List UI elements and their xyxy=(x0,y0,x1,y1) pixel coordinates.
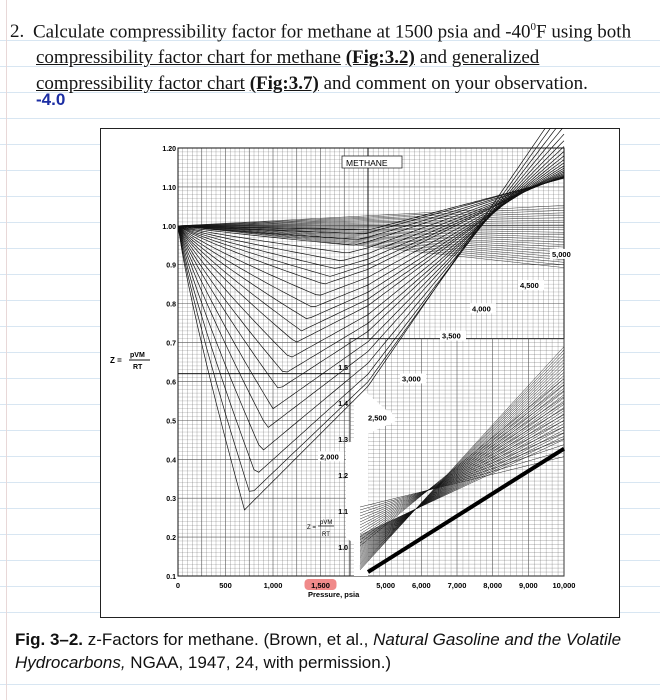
question-number: 2. xyxy=(10,21,25,43)
fig-3-7-ref[interactable]: (Fig:3.7) xyxy=(249,73,319,95)
y-tick-label: 0.7 xyxy=(166,340,176,348)
and-text: and xyxy=(419,47,447,69)
y-tick-label: 0.8 xyxy=(166,301,176,309)
y-tick-label: 1.20 xyxy=(162,146,176,153)
y-label-denominator: RT xyxy=(133,364,143,371)
y-label-lhs: Z = xyxy=(110,356,122,365)
pressure-label: 4,500 xyxy=(520,281,539,291)
x-axis-ticks xyxy=(176,579,576,590)
isotherm-line xyxy=(178,213,564,226)
isotherm-curve xyxy=(178,166,564,319)
generalized-chart-link[interactable]: compressibility factor chart xyxy=(36,73,245,95)
inset-z-denominator: RT xyxy=(322,532,330,538)
isotherm-line xyxy=(178,205,564,225)
x-tick-label: 0 xyxy=(175,581,181,590)
x-tick-label: 7,000 xyxy=(447,581,467,590)
inset-tick-label: 1.3 xyxy=(338,437,348,444)
isotherm-curve xyxy=(178,156,564,357)
question-unit: F using both xyxy=(536,21,632,43)
fig-3-2-ref[interactable]: (Fig:3.2) xyxy=(345,47,415,69)
x-tick-label: 9,000 xyxy=(518,581,538,590)
pressure-label: 2,000 xyxy=(320,452,339,462)
x-tick-label: 1,500 xyxy=(311,581,330,590)
degree-superscript: 0 xyxy=(530,21,537,33)
caption-rest: NGAA, 1947, 24, with permission.) xyxy=(130,653,392,672)
z-factor-figure xyxy=(100,128,620,618)
pressure-label: 2,500 xyxy=(368,413,387,423)
y-tick-label: 0.3 xyxy=(166,496,176,504)
question-text xyxy=(10,14,640,97)
x-tick-label: 6,000 xyxy=(411,581,431,590)
x-tick-label: 5,000 xyxy=(376,581,396,590)
inset-tick-label: 1.1 xyxy=(338,509,348,516)
isotherm-curve xyxy=(178,177,564,245)
y-tick-label: 0.4 xyxy=(166,457,176,465)
caption-title: Natural Gasoline and the Volatile Hydrocarbons, xyxy=(15,630,622,672)
generalized-link-a[interactable]: generalized xyxy=(451,47,540,69)
figure-caption xyxy=(15,628,645,674)
question-text-end: and comment on your observation. xyxy=(323,73,588,95)
isotherm-line xyxy=(178,226,564,242)
pressure-label: 3,000 xyxy=(402,374,421,384)
inset-z-lhs: Z = xyxy=(307,525,316,531)
caption-text: z-Factors for methane. (Brown, et al., xyxy=(87,630,369,649)
inset-z-numerator: pVM xyxy=(320,520,333,526)
pressure-label: 3,500 xyxy=(442,331,461,341)
isotherm-line xyxy=(178,226,564,245)
caption-label: Fig. 3–2. xyxy=(15,630,84,649)
y-tick-label: 0.1 xyxy=(166,574,176,581)
grid-high-pressure xyxy=(346,339,564,576)
y-tick-label: 0.5 xyxy=(166,418,176,426)
x-tick-label: 1,000 xyxy=(263,581,283,590)
answer-value: -4.0 xyxy=(36,90,66,109)
x-tick-label: 10,000 xyxy=(552,581,576,590)
y-axis-ticks xyxy=(162,146,176,581)
x-tick-label: 8,000 xyxy=(483,581,503,590)
pressure-label: 5,000 xyxy=(552,249,571,259)
methane-z-chart xyxy=(100,128,620,618)
inset-tick-label: 1.2 xyxy=(338,473,348,480)
y-label-numerator: pVM xyxy=(130,352,145,359)
y-tick-label: 0.6 xyxy=(166,379,176,387)
x-axis-label: Pressure, psia xyxy=(308,590,360,599)
isotherm-line xyxy=(178,226,564,260)
y-tick-label: 0.9 xyxy=(166,262,176,270)
y-tick-label: 0.2 xyxy=(166,535,176,543)
inset-tick-label: 1.0 xyxy=(338,545,348,552)
x-tick-label: 500 xyxy=(219,581,232,590)
chart-title: METHANE xyxy=(346,158,388,168)
methane-chart-link[interactable]: compressibility factor chart for methane xyxy=(36,47,341,69)
question-text-start: Calculate compressibility factor for methane at 1500 psia and -40 xyxy=(33,21,531,43)
isotherm-line xyxy=(178,218,564,226)
y-tick-label: 1.10 xyxy=(162,184,176,192)
isotherm-curve xyxy=(178,168,564,306)
y-tick-label: 1.00 xyxy=(162,223,176,231)
pressure-label: 4,000 xyxy=(472,304,491,314)
inset-tick-label: 1.5 xyxy=(338,365,348,372)
inset-tick-label: 1.4 xyxy=(338,401,348,408)
